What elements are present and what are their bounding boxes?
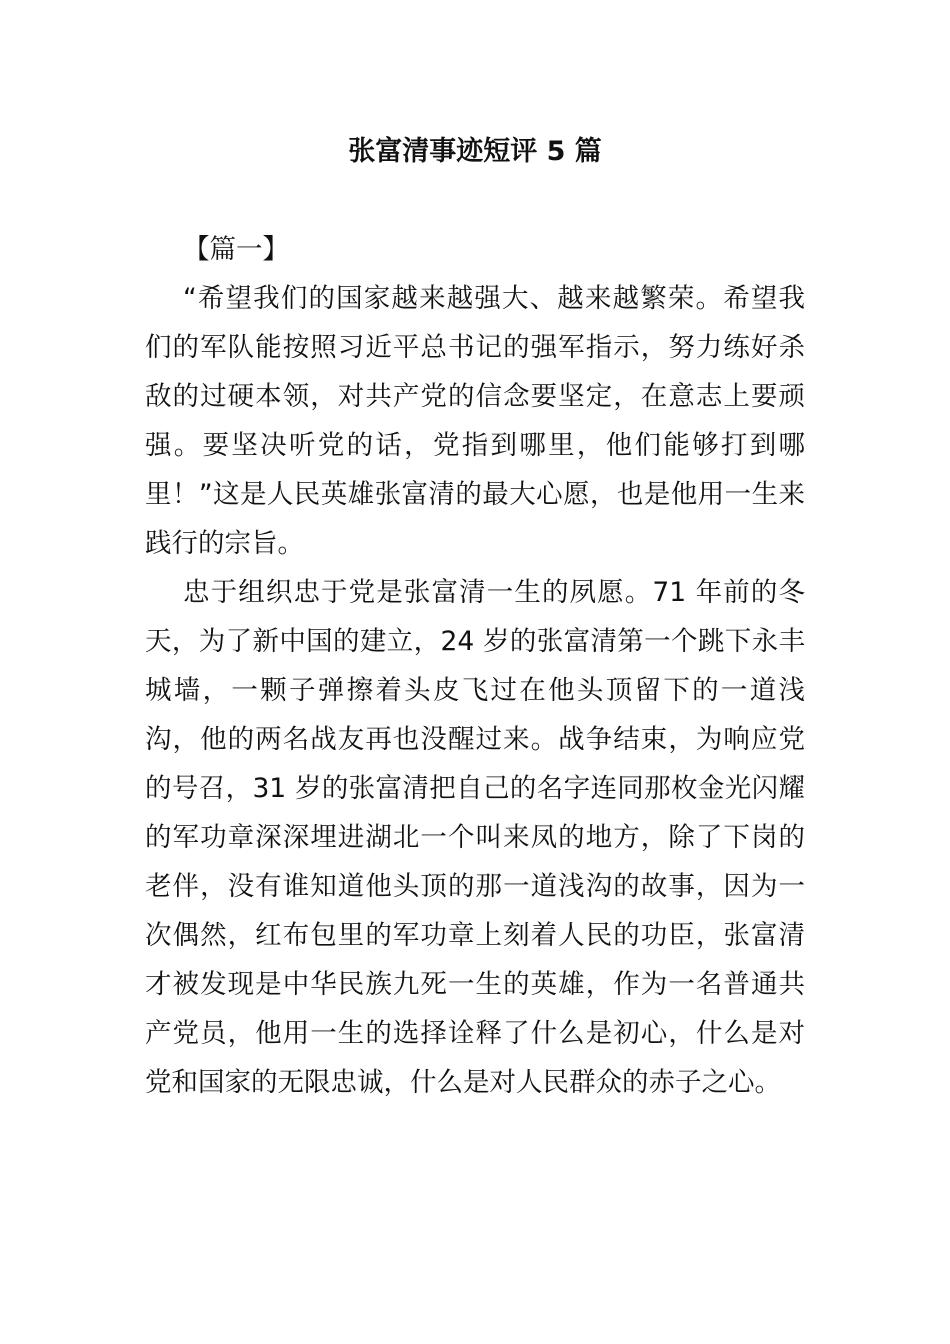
document-body bbox=[145, 225, 805, 1107]
paragraph-quote: “希望我们的国家越来越强大、越来越繁荣。希望我们的军队能按照习近平总书记的强军指示，努力练好杀敌的过硬本领，对共产党的信念要坚定，在意志上要顽强。要坚决听党的话，党指到哪里，他们能够打到哪里！”这是人民英雄张富清的最大心愿，也是他用一生来践行的宗旨。 bbox=[145, 283, 805, 559]
section-heading: 【篇一】 bbox=[183, 234, 289, 265]
document-title: 张富清事迹短评 5 篇 bbox=[348, 136, 602, 167]
paragraph-loyalty: 忠于组织忠于党是张富清一生的夙愿。71 年前的冬天，为了新中国的建立，24 岁的张富清第一个跳下永丰城墙，一颗子弹擦着头皮飞过在他头顶留下的一道浅沟，他的两名战友再也没醒过来。战争结束，为响应党的号召，31 岁的张富清把自己的名字连同那枚金光闪耀的军功章深深埋进湖北一个叫来凤的地方，除了下岗的老伴，没有谁知道他头顶的那一道浅沟的故事，因为一次偶然，红布包里的军功章上刻着人民的功臣，张富清才被发现是中华民族九死一生的英雄，作为一名普通共产党员，他用一生的选择诠释了什么是初心，什么是对党和国家的无限忠诚，什么是对人民群众的赤子之心。 bbox=[145, 577, 805, 1098]
